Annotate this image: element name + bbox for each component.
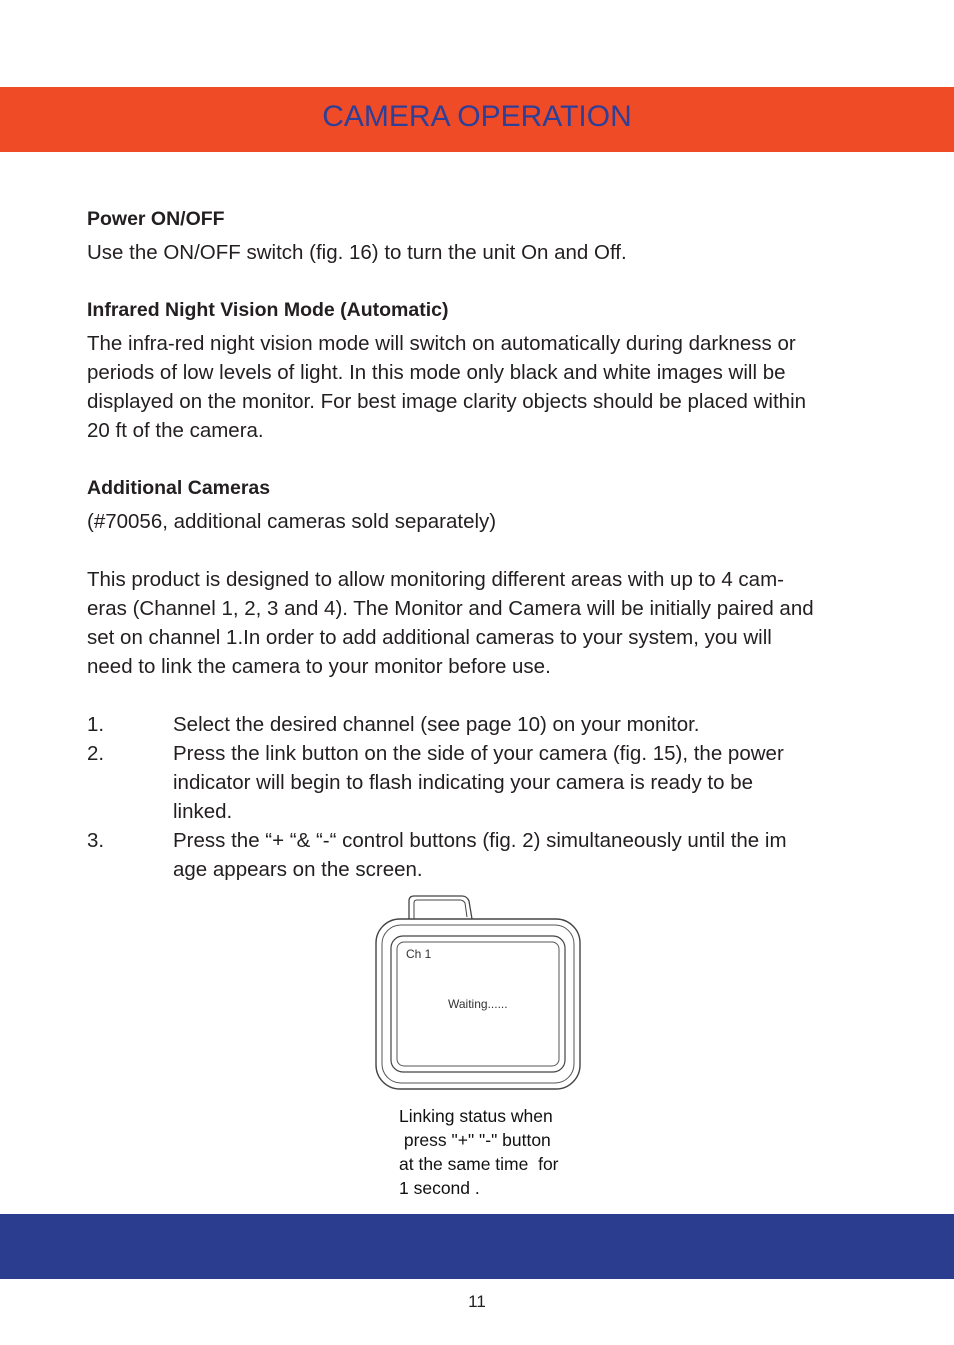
list-item: [87, 826, 877, 884]
additional-line: This product is designed to allow monitoring different areas with up to 4 cam-: [87, 568, 784, 591]
caption-line: Linking status when: [399, 1106, 553, 1126]
step-line: linked.: [173, 800, 233, 823]
main-content: [87, 205, 877, 884]
additional-note: (#70056, additional cameras sold separately): [87, 510, 497, 533]
figure-caption: [399, 1104, 599, 1200]
step-line: age appears on the screen.: [173, 858, 423, 881]
caption-line: press "+" "-" button: [399, 1130, 551, 1150]
caption-line: 1 second .: [399, 1178, 480, 1198]
power-heading: Power ON/OFF: [87, 208, 225, 230]
infrared-body: [87, 329, 877, 445]
monitor-illustration: [374, 893, 584, 1093]
infrared-line: 20 ft of the camera.: [87, 419, 264, 442]
step-number: 2.: [87, 742, 105, 765]
footer-band: [0, 1214, 954, 1279]
steps-list: [87, 710, 877, 884]
infrared-line: displayed on the monitor. For best image clarity objects should be placed within: [87, 390, 807, 413]
caption-line: at the same time for: [399, 1154, 559, 1174]
step-line: Press the “+ “& “-“ control buttons (fig. 2) simultaneously until the im: [173, 829, 787, 852]
list-item: [87, 710, 877, 739]
channel-label: Ch 1: [406, 947, 432, 961]
infrared-heading: Infrared Night Vision Mode (Automatic): [87, 299, 449, 321]
additional-line: set on channel 1.In order to add additional cameras to your system, you will: [87, 626, 772, 649]
waiting-status: Waiting......: [448, 997, 508, 1011]
additional-heading: Additional Cameras: [87, 477, 271, 499]
page-number: 11: [468, 1292, 486, 1311]
step-line: indicator will begin to flash indicating your camera is ready to be: [173, 771, 753, 794]
infrared-line: The infra-red night vision mode will switch on automatically during darkness or: [87, 332, 796, 355]
additional-line: need to link the camera to your monitor before use.: [87, 655, 551, 678]
additional-body: [87, 565, 877, 681]
step-line: Select the desired channel (see page 10) on your monitor.: [173, 713, 700, 736]
step-number: 1.: [87, 713, 105, 736]
additional-line: eras (Channel 1, 2, 3 and 4). The Monitor and Camera will be initially paired and: [87, 597, 814, 620]
step-number: 3.: [87, 829, 105, 852]
power-body: Use the ON/OFF switch (fig. 16) to turn the unit On and Off.: [87, 241, 627, 264]
list-item: [87, 739, 877, 826]
step-line: Press the link button on the side of your camera (fig. 15), the power: [173, 742, 784, 765]
page-title: CAMERA OPERATION: [322, 100, 632, 133]
infrared-line: periods of low levels of light. In this mode only black and white images will be: [87, 361, 786, 384]
